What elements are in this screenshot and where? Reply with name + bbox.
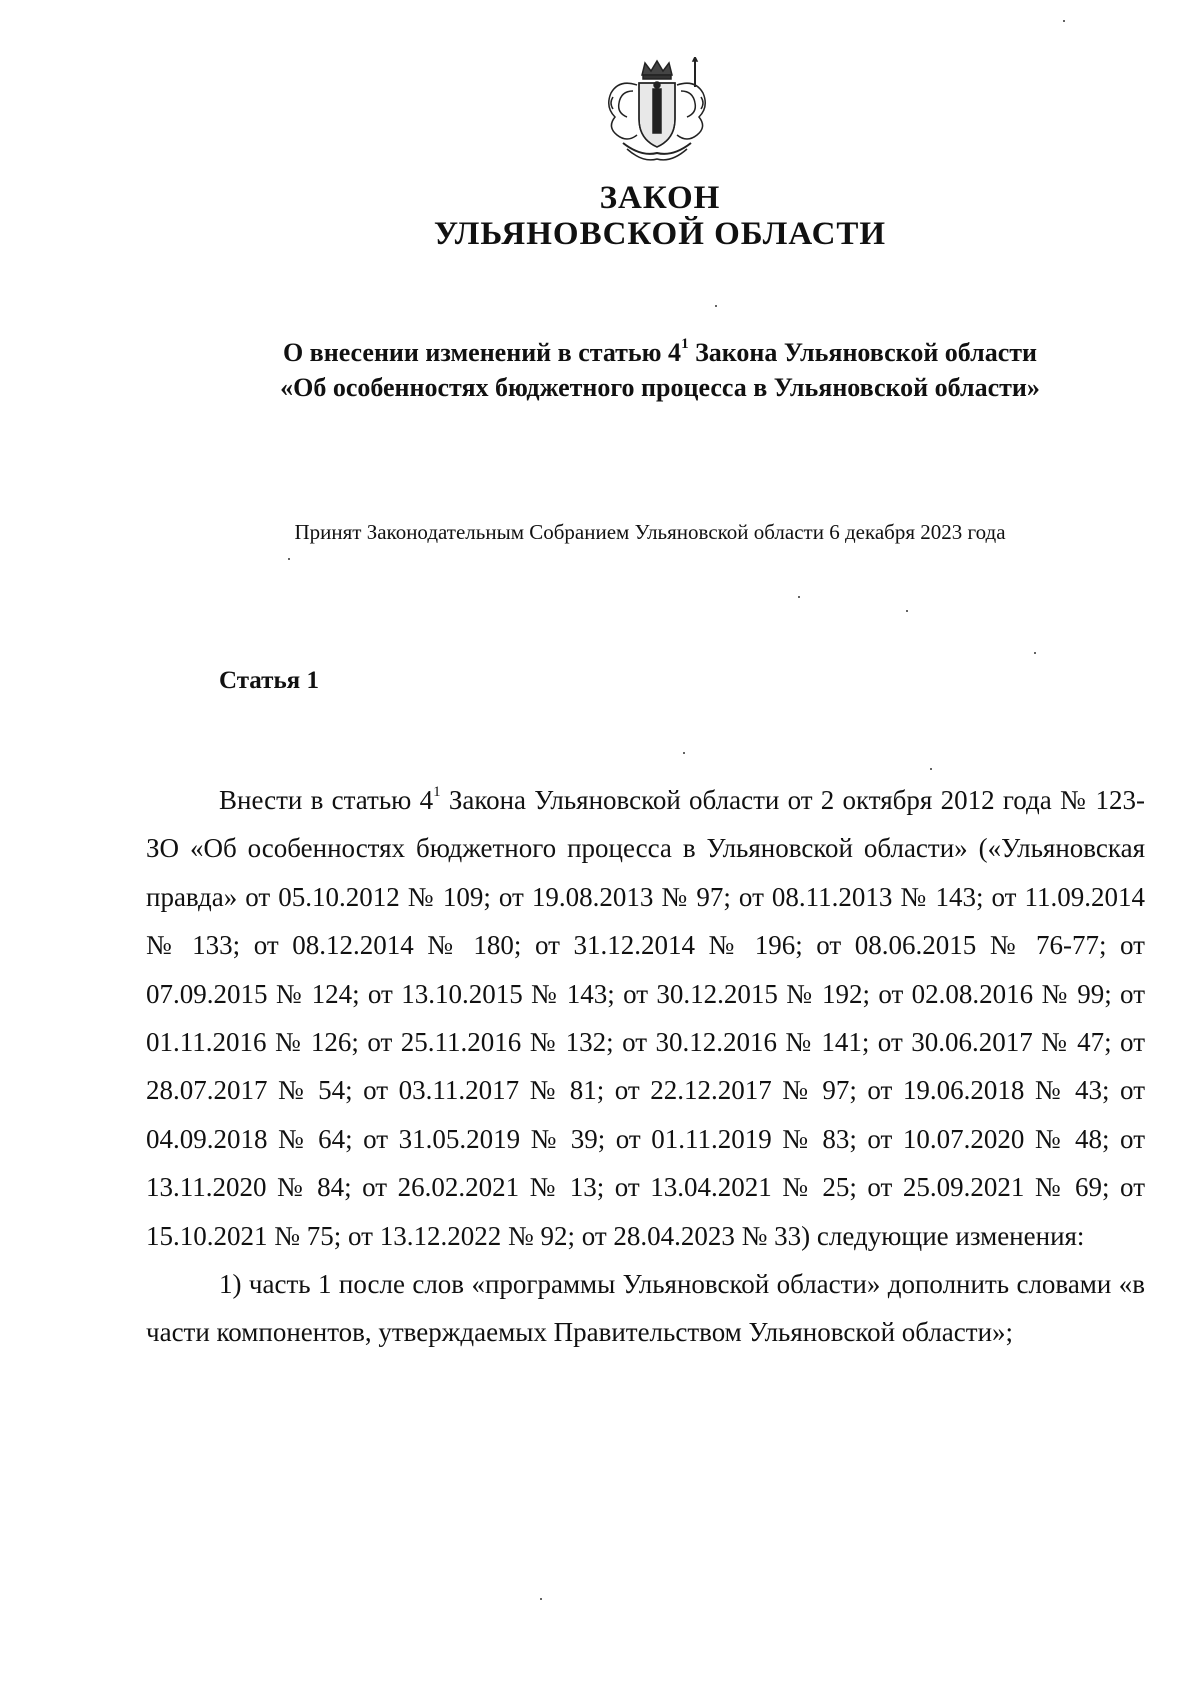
- subject-line-1: [150, 335, 1170, 370]
- subject-line-2: «Об особенностях бюджетного процесса в Ульяновской области»: [280, 373, 1040, 402]
- scan-speck: [1063, 20, 1065, 22]
- scan-speck: [288, 558, 290, 560]
- scan-speck: [683, 752, 685, 754]
- scan-speck: [540, 1598, 542, 1600]
- subject-line-1-start: О внесении изменений в статью 4: [282, 338, 682, 367]
- paragraph-1-superscript: 1: [433, 784, 441, 800]
- paragraph-1-start: Внести в статью 4: [219, 785, 434, 815]
- scan-speck: [798, 596, 800, 598]
- subject-line-1-end: Закона Ульяновской области: [688, 338, 1038, 367]
- scan-speck: [715, 305, 717, 307]
- adoption-note: Принят Законодательным Собранием Ульяновской области 6 декабря 2023 года: [294, 520, 1006, 544]
- article-heading: Статья 1: [219, 667, 319, 694]
- subject-superscript: 1: [681, 336, 689, 353]
- law-subject: [150, 335, 1170, 405]
- paragraph-1: [146, 776, 1145, 1260]
- paragraph-2: 1) часть 1 после слов «программы Ульяновской области» дополнить словами «в части компонентов, утверждаемых Правительством Ульяновской области»;: [146, 1269, 1145, 1348]
- coat-of-arms-emblem: [597, 57, 717, 167]
- scan-speck: [930, 768, 932, 770]
- scan-speck: [906, 610, 908, 612]
- scan-speck: [1034, 652, 1036, 654]
- law-title-line-2: УЛЬЯНОВСКОЙ ОБЛАСТИ: [433, 216, 887, 252]
- law-title-line-1: ЗАКОН: [599, 180, 721, 216]
- paragraph-1-rest: Закона Ульяновской области от 2 октября 2012 года № 123-ЗО «Об особенностях бюджетного процесса в Ульяновской области» («Ульяновская правда» от 05.10.2012 № 109; от 19.08.2013 № 97; от 08.11.2013 № 143; от 11.09.2014 № 133; от 08.12.2014 № 180; от 31.12.2014 № 196; от 08.06.2015 № 76-77; от 07.09.2015 № 124; от 13.10.2015 № 143; от 30.12.2015 № 192; от 02.08.2016 № 99; от 01.11.2016 № 126; от 25.11.2016 № 132; от 30.12.2016 № 141; от 30.06.2017 № 47; от 28.07.2017 № 54; от 03.11.2017 № 81; от 22.12.2017 № 97; от 19.06.2018 № 43; от 04.09.2018 № 64; от 31.05.2019 № 39; от 01.11.2019 № 83; от 10.07.2020 № 48; от 13.11.2020 № 84; от 26.02.2021 № 13; от 13.04.2021 № 25; от 25.09.2021 № 69; от 15.10.2021 № 75; от 13.12.2022 № 92; от 28.04.2023 № 33) следующие изменения:: [146, 785, 1145, 1251]
- article-body: [146, 776, 1145, 1357]
- law-title: [300, 180, 1020, 252]
